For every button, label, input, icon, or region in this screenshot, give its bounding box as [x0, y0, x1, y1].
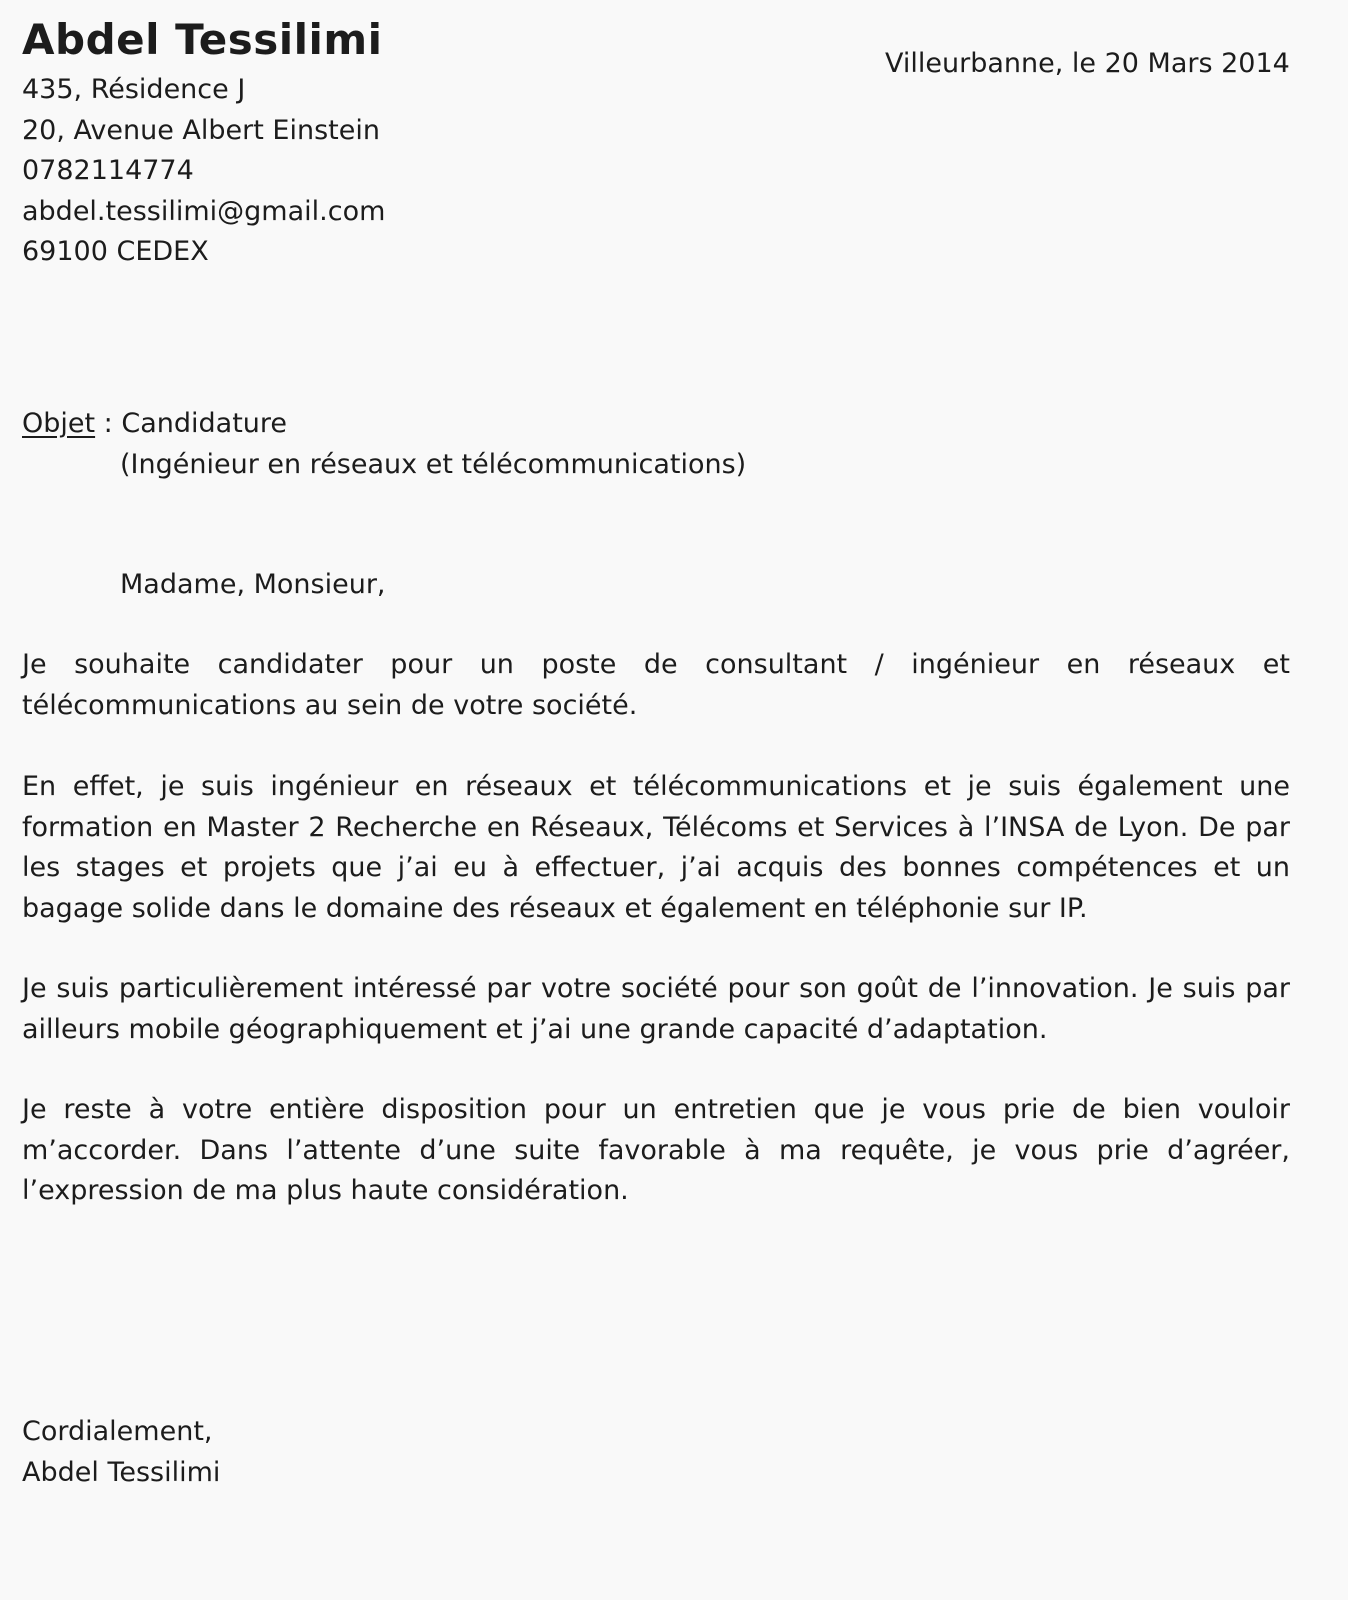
sender-email: abdel.tessilimi@gmail.com [22, 195, 386, 227]
sender-address-block [22, 70, 385, 273]
valediction: Cordialement, [22, 1416, 213, 1447]
sender-address-line-2: 20, Avenue Albert Einstein [22, 114, 380, 146]
subject-block [22, 404, 746, 485]
signature-name: Abdel Tessilimi [22, 1456, 221, 1488]
subject-label: Objet [22, 408, 96, 439]
place-and-date: Villeurbanne, le 20 Mars 2014 [885, 48, 1290, 79]
subject-separator: : [95, 408, 122, 439]
subject-detail: (Ingénieur en réseaux et télécommunications) [120, 448, 747, 480]
sender-postal-code: 69100 CEDEX [22, 236, 209, 267]
subject-line [22, 404, 746, 445]
body-paragraph-1: Je souhaite candidater pour un poste de consultant / ingénieur en réseaux et télécommunications au sein de votre société. [22, 649, 1290, 721]
body-paragraph-2: En effet, je suis ingénieur en réseaux et télécommunications et je suis également une formation en Master 2 Recherche en Réseaux, Télécoms et Services à l’INSA de Lyon. De par les stages et projets que j’ai eu à effectuer, j’ai acquis des bonnes compétences et un bagage solide dans le domaine des réseaux et également en téléphonie sur IP. [22, 771, 1290, 924]
subject-value: Candidature [121, 408, 288, 439]
sender-name: Abdel Tessilimi [22, 15, 383, 64]
sender-phone: 0782114774 [22, 155, 194, 186]
salutation: Madame, Monsieur, [120, 569, 386, 600]
body-paragraph-3: Je suis particulièrement intéressé par votre société pour son goût de l’innovation. Je suis par ailleurs mobile géographiquement et j’ai une grande capacité d’adaptation. [22, 973, 1290, 1045]
sender-address-line-1: 435, Résidence J [22, 74, 246, 105]
body-paragraph-4: Je reste à votre entière disposition pour un entretien que je vous prie de bien vouloir m’accorder. Dans l’attente d’une suite favorable à ma requête, je vous prie d’agréer, l’expression de ma plus haute considération. [22, 1094, 1290, 1206]
closing-block [22, 1412, 220, 1493]
